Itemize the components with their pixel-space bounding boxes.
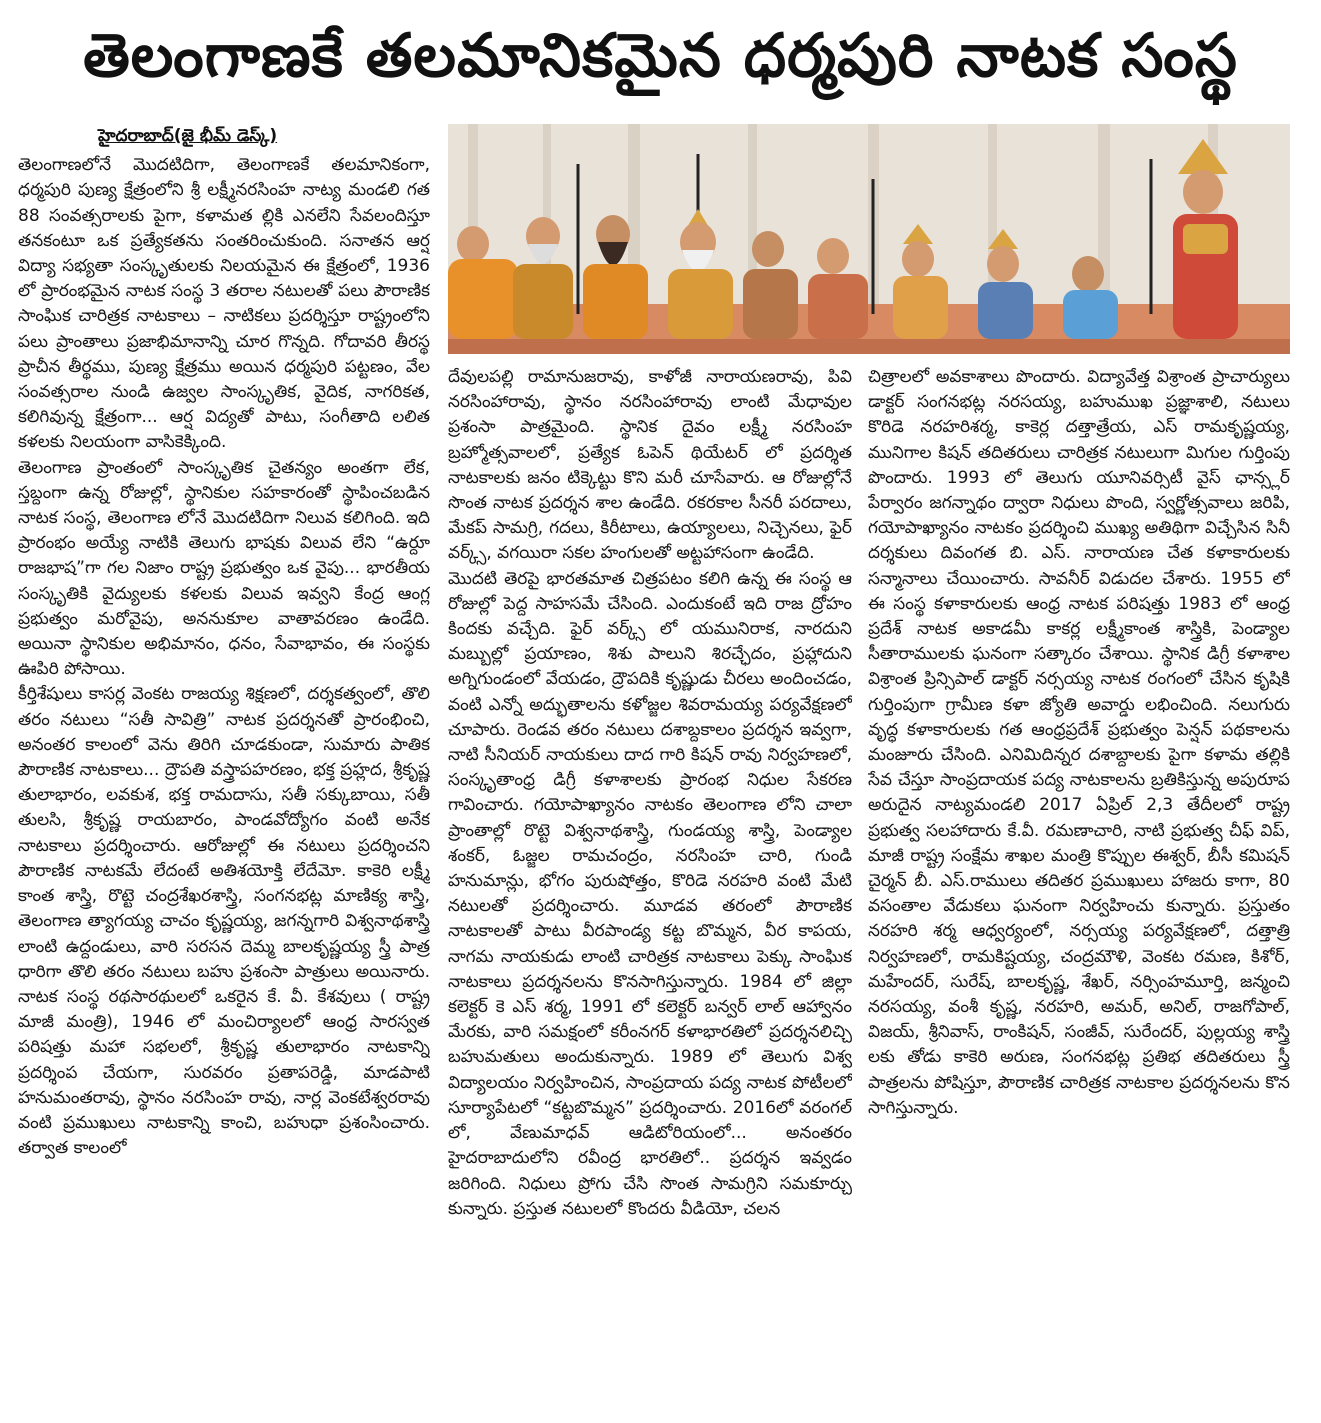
article-column-1: [18, 124, 430, 1414]
column-1-paragraph-2: తెలంగాణ ప్రాంతంలో సాంస్కృతిక చైతన్యం అంతగా లేక, స్తబ్దంగా ఉన్న రోజుల్లో, స్థానికుల సహకారంతో స్థాపించబడిన నాటక సంస్థ, తెలంగాణ లోనే మొదటిదిగా నిలువ కలిగింది. ఇది ప్రారంభం అయ్యే నాటికి తెలుగు భాషకు విలువ లేని “ఉర్దూ రాజభాష”గా గల నిజాం రాష్ట్ర ప్రభుత్వం ఒక వైపు... భారతీయ సంస్కృతికి వైద్యులకు కళలకు విలువ ఇవ్వని కేంద్ర ఆంగ్ల ప్రభుత్వం మరోవైపు, అననుకూల వాతావరణం ఉండేది. అయినా స్థానికుల అభిమానం, ధనం, సేవాభావం, ఈ సంస్థకు ఊపిరి పోసాయి.: [18, 457, 430, 680]
article-column-3: [868, 365, 1290, 1415]
photo-illustration: [448, 124, 1290, 354]
headline: తెలంగాణకే తలమానికమైన ధర్మపురి నాటక సంస్థ: [83, 21, 1238, 91]
column-2-paragraph-2: మొదటి తెరపై భారతమాత చిత్రపటం కలిగి ఉన్న ఈ సంస్థ ఆ రోజుల్లో పెద్ద సాహసమే చేసింది. ఎందుకంటే ఇది రాజ ద్రోహం కిందకు వచ్చేది. ఫైర్ వర్క్స్ లో యమునిరాక, నారదుని మబ్బుల్లో ప్రయాణం, శిశు పాలుని శిరచ్ఛేదం, ప్రహ్లాదుని అగ్నిగుండంలో వేయడం, ద్రౌపదికి కృష్ణుడు చీరలు అందించడం, వంటి ఎన్నో అద్భుతాలను కళోజ్జల శివరామయ్య పర్యవేక్షణలో చూపారు. రెండవ తరం నటులు దశాబ్దకాలం ప్రదర్శన ఇవ్వగా, నాటి సీనియర్ నాయకులు దాద గారి కిషన్ రావు నిర్వహణలో, సంస్కృతాంధ్ర డిగ్రీ కళాశాలకు ప్రారంభ నిధుల సేకరణ గావించారు. గయోపాఖ్యానం నాటకం తెలంగాణ లోని చాలా ప్రాంతాల్లో రొట్టె విశ్వనాథశాస్త్రి, గుండయ్య శాస్త్రి, పెండ్యాల శంకర్, ఓజ్జల రామచంద్రం, నరసింహ చారి, గుండి హనుమాన్లు, భోగం పురుషోత్తం, కొరిడె నరహరి వంటి మేటి నటులతో ప్రదర్శించారు. మూడవ తరంలో పౌరాణిక నాటకాలతో పాటు వీరపాండ్య కట్ట బొమ్మన, వీర కాపయ, నాగమ నాయకుడు లాంటి చారిత్రక నాటకాలు పెక్కు సాంఘిక నాటకాలు ప్రదర్శనలను కొనసాగిస్తున్నారు. 1984 లో జిల్లా కలెక్టర్ కె ఎస్ శర్మ, 1991 లో కలెక్టర్ బన్వర్ లాల్ ఆహ్వానం మేరకు, వారి సమక్షంలో కరీంనగర్ కళాభారతిలో ప్రదర్శనలిచ్చి బహుమతులు అందుకున్నారు. 1989 లో తెలుగు విశ్వ విద్యాలయం నిర్వహించిన, సాంప్రదాయ పద్య నాటక పోటీలలో సూర్యాపేటలో “కట్టబొమ్మన” ప్రదర్శించారు. 2016లో వరంగల్ లో, వేణుమాధవ్ ఆడిటోరియంలో... అనంతరం హైదరాబాదులోని రవీంద్ర భారతిలో.. ప్రదర్శన ఇవ్వడం జరిగింది. నిధులు ప్రోగు చేసి సొంత సామగ్రిని సమకూర్చు కున్నారు. ప్రస్తుత నటులలో కొందరు వీడియో, చలన: [448, 568, 852, 1219]
byline: హైదరాబాద్(జై భీమ్ డెస్క్): [98, 126, 278, 146]
column-3-paragraph-1: చిత్రాలలో అవకాశాలు పొందారు. విద్యావేత్త విశ్రాంత ప్రాచార్యులు డాక్టర్ సంగనభట్ల నరసయ్య, బహుముఖ ప్రజ్ఞాశాలి, నటులు కొరిడె నరహరిశర్మ, కాకెర్ల దత్తాత్రేయ, ఎస్ రామకృష్ణయ్య, మునిగాల కిషన్ తదితరులు చారిత్రక నటులుగా మిగుల గుర్తింపు పొందారు. 1993 లో తెలుగు యూనివర్సిటీ వైస్ ఛాన్స్లర్ పేర్వారం జగన్నాథం ద్వారా నిధులు పొంది, స్వర్ణోత్సవాలు జరిపి, గయోపాఖ్యానం నాటకం ప్రదర్శించి ముఖ్య అతిథిగా విచ్చేసిన సినీ దర్శకులు దివంగత బి. ఎస్. నారాయణ చేత కళాకారులకు సన్మానాలు చేయించారు. సావనీర్ విడుదల చేశారు. 1955 లో ఈ సంస్థ కళాకారులకు ఆంధ్ర నాటక పరిషత్తు 1983 లో ఆంధ్ర ప్రదేశ్ నాటక అకాడమీ కాకర్ల లక్ష్మీకాంత శాస్త్రికి, పెండ్యాల సీతారాములకు ఘనంగా సత్కారం చేశాయి. స్థానిక డిగ్రీ కళాశాల విశ్రాంత ప్రిన్సిపాల్ డాక్టర్ నర్సయ్య నాటక రంగంలో చేసిన కృషికి గుర్తింపుగా గ్రామీణ కళా జ్యోతి అవార్డు లభించింది. నలుగురు వృద్ధ కళాకారులకు గత ఆంధ్రప్రదేశ్ ప్రభుత్వం పెన్షన్ పథకాలను మంజూరు చేసింది. ఎనిమిదిన్నర దశాబ్దాలకు పైగా కళామ తల్లికి సేవ చేస్తూ సాంప్రదాయక పద్య నాటకాలను బ్రతికిస్తున్న అపురూప అరుదైన నాట్యమండలి 2017 ఏప్రిల్ 2,3 తేదీలలో రాష్ట్ర ప్రభుత్వ సలహాదారు కే.వీ. రమణాచారి, నాటి ప్రభుత్వ చీఫ్ విప్, మాజీ రాష్ట్ర సంక్షేమ శాఖల మంత్రి కొప్పుల ఈశ్వర్, బీసీ కమిషన్ చైర్మన్ బీ. ఎస్.రాములు తదితర ప్రముఖులు హాజరు కాగా, 80 వసంతాల వేడుకలు ఘనంగా నిర్వహించు కున్నారు. ప్రస్తుతం నరహరి శర్మ ఆధ్వర్యంలో, నర్సయ్య పర్యవేక్షణలో, దత్తాత్రి నిర్వహణలో, రామకిష్టయ్య, చంద్రమౌళి, వెంకట రమణ, కిశోర్, మహేందర్, సురేష్, బాలకృష్ణ, శేఖర్, నర్సింహమూర్తి, జన్మంచి నరసయ్య, వంశీ కృష్ణ, నరహరి, అమర్, అనిల్, రాజగోపాల్, విజయ్, శ్రీనివాస్, రాంకిషన్, సంజీవ్, సురేందర్, పుల్లయ్య శాస్త్రి లకు తోడు కాకెరి అరుణ, సంగనభట్ల ప్రతిభ తదితరులు స్త్రీ పాత్రలను పోషిస్తూ, పౌరాణిక చారిత్రక నాటకాల ప్రదర్శనలను కొన సాగిస్తున్నారు.: [868, 367, 1290, 1118]
column-1-paragraph-3: కీర్తిశేషులు కాసర్ల వెంకట రాజయ్య శిక్షణలో, దర్శకత్వంలో, తొలి తరం నటులు “సతీ సావిత్రి” నాటక ప్రదర్శనతో ప్రారంభించి, అనంతర కాలంలో వెను తిరిగి చూడకుండా, సుమారు పాతిక పౌరాణిక నాటకాలు... ద్రౌపతి వస్త్రాపహరణం, భక్త ప్రహ్లద, శ్రీకృష్ణ తులాభారం, లవకుశ, భక్త రామదాసు, సతీ సక్కుబాయి, సతీ తులసి, శ్రీకృష్ణ రాయబారం, పాండవోద్యోగం వంటి అనేక నాటకాలు ప్రదర్శించారు. ఆరోజుల్లో ఈ నటులు ప్రదర్శించని పౌరాణిక నాటకమే లేదంటే అతిశయోక్తి లేదేమో. కాకెరి లక్ష్మీ కాంత శాస్త్రి, రొట్టె చంద్రశేఖరశాస్త్రి, సంగనభట్ల మాణిక్య శాస్త్రి, తెలంగాణ త్యాగయ్య చాచం కృష్ణయ్య, జగన్నగారి విశ్వనాథశాస్త్రి లాంటి ఉద్దండులు, వారి సరసన దెమ్మ బాలకృష్ణయ్య స్త్రీ పాత్ర ధారిగా తొలి తరం నటులు బహు ప్రశంసా పాత్రులు అయినారు. నాటక సంస్థ రథసారథులలో ఒకరైన కే. వీ. కేశవులు ( రాష్ట్ర మాజీ మంత్రి), 1946 లో మంచిర్యాలలో ఆంధ్ర సారస్వత పరిషత్తు మహా సభలలో, శ్రీకృష్ణ తులాభారం నాటకాన్ని ప్రదర్శింప చేయగా, సురవరం ప్రతాపరెడ్డి, మాడపాటి హనుమంతరావు, స్థానం నరసింహ రావు, నార్ల వెంకటేశ్వరరావు వంటి ప్రముఖులు నాటకాన్ని కాంచి, బహుధా ప్రశంసించారు. తర్వాత కాలంలో: [18, 684, 430, 1159]
column-2-paragraph-1: దేవులపల్లి రామానుజరావు, కాళోజీ నారాయణరావు, పివి నరసింహారావు, స్థానం నరసింహారావు లాంటి మేధావుల ప్రశంసా పాత్రమైంది. స్థానిక దైవం లక్ష్మీ నరసింహ బ్రహ్మోత్సవాలలో, ప్రత్యేక ఓపెన్ థియేటర్ లో ప్రదర్శిత నాటకాలకు జనం టిక్కెట్టు కొని మరీ చూసేవారు. ఆ రోజుల్లోనే సొంత నాటక ప్రదర్శన శాల ఉండేది. రకరకాల సీనరీ పరదాలు, మేకప్ సామగ్రి, గదలు, కిరీటాలు, ఉయ్యాలలు, నిచ్చెనలు, ఫైర్ వర్క్స్, వగయిరా సకల హంగులతో అట్టహాసంగా ఉండేది.: [448, 367, 852, 564]
column-1-paragraph-1: తెలంగాణలోనే మొదటిదిగా, తెలంగాణకే తలమానికంగా, ధర్మపురి పుణ్య క్షేత్రంలోని శ్రీ లక్ష్మీనరసింహ నాట్య మండలి గత 88 సంవత్సరాలకు పైగా, కళామత ల్లికి ఎనలేని సేవలందిస్తూ తనకంటూ ఒక ప్రత్యేకతను సంతరించుకుంది. సనాతన ఆర్ష విద్యా సభ్యతా సంస్కృతులకు నిలయమైన ఈ క్షేత్రంలో, 1936 లో ప్రారంభమైన నాటక సంస్థ 3 తరాల నటులతో పలు పౌరాణిక సాంఘిక చారిత్రక నాటకాలు – నాటికలు ప్రదర్శిస్తూ రాష్ట్రంలోని పలు ప్రాంతాలు ప్రజాభిమానాన్ని చూర గొన్నది. గోదావరి తీరస్థ ప్రాచీన తీర్థము, పుణ్య క్షేత్రము అయిన ధర్మపురి పట్టణం, వేల సంవత్సరాల నుండి ఉజ్వల సాంస్కృతిక, వైదిక, నాగరికత, కలిగివున్న క్షేత్రంగా... ఆర్ష విద్యతో పాటు, సంగీతాది లలిత కళలకు నిలయంగా వాసికెక్కింది.: [18, 155, 430, 453]
article-column-2: [448, 365, 852, 1415]
stage-performance-photo: [448, 124, 1290, 354]
